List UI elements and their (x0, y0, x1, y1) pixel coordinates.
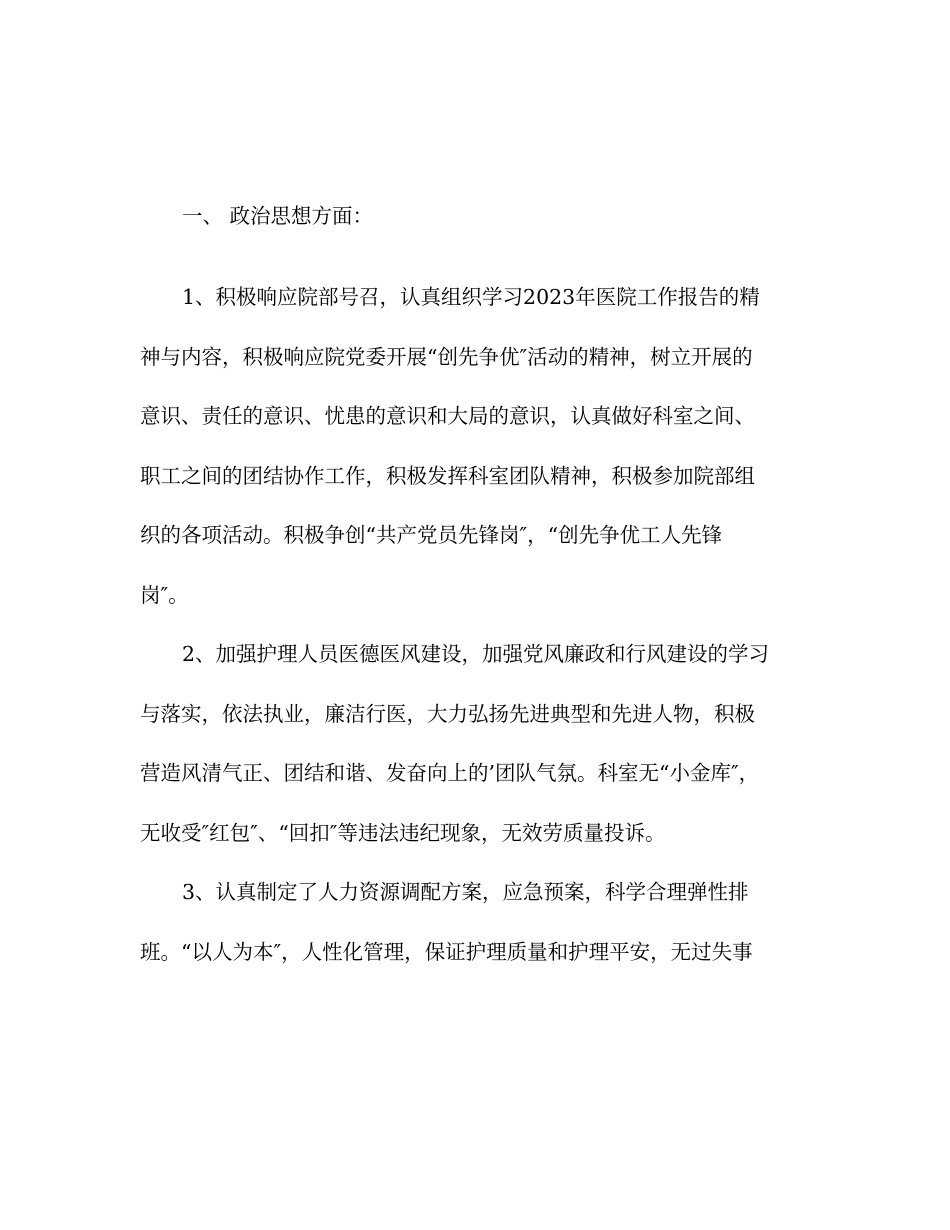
paragraph-2 (140, 634, 805, 872)
paragraph-line: 营造风清气正、团结和谐、发奋向上的’团队气氛。科室无“小金库″， (140, 761, 760, 785)
document-body (140, 196, 805, 991)
paragraph-line: 与落实，依法执业，廉洁行医，大力弘扬先进典型和先进人物，积极 (140, 701, 755, 726)
paragraph-3 (140, 872, 805, 991)
paragraph-line: 神与内容，积极响应院党委开展“创先争优″活动的精神，树立开展的 (140, 344, 753, 369)
paragraph-line: 职工之间的团结协作工作，积极发挥科室团队精神，积极参加院部组 (140, 463, 755, 488)
paragraph-line: 3、认真制定了人力资源调配方案，应急预案，科学合理弹性排 (182, 880, 749, 904)
paragraph-line: 1、积极响应院部号召，认真组织学习2023年医院工作报告的精 (182, 285, 760, 309)
paragraph-line: 2、加强护理人员医德医风建设，加强党风廉政和行风建设的学习 (182, 642, 770, 666)
paragraph-line: 织的各项活动。积极争创“共产党员先锋岗″，“创先争优工人先锋 (140, 523, 723, 547)
paragraph-1 (140, 277, 805, 634)
paragraph-line: 意识、责任的意识、忧患的意识和大局的意识，认真做好科室之间、 (140, 404, 755, 428)
paragraph-line: 班。“以人为本″，人性化管理，保证护理质量和护理平安，无过失事 (140, 939, 753, 964)
section-heading: 一、 政治思想方面： (182, 204, 374, 228)
paragraph-line: 岗″。 (140, 582, 189, 607)
paragraph-line: 无收受″红包″、“回扣″等违法违纪现象，无效劳质量投诉。 (140, 820, 666, 845)
